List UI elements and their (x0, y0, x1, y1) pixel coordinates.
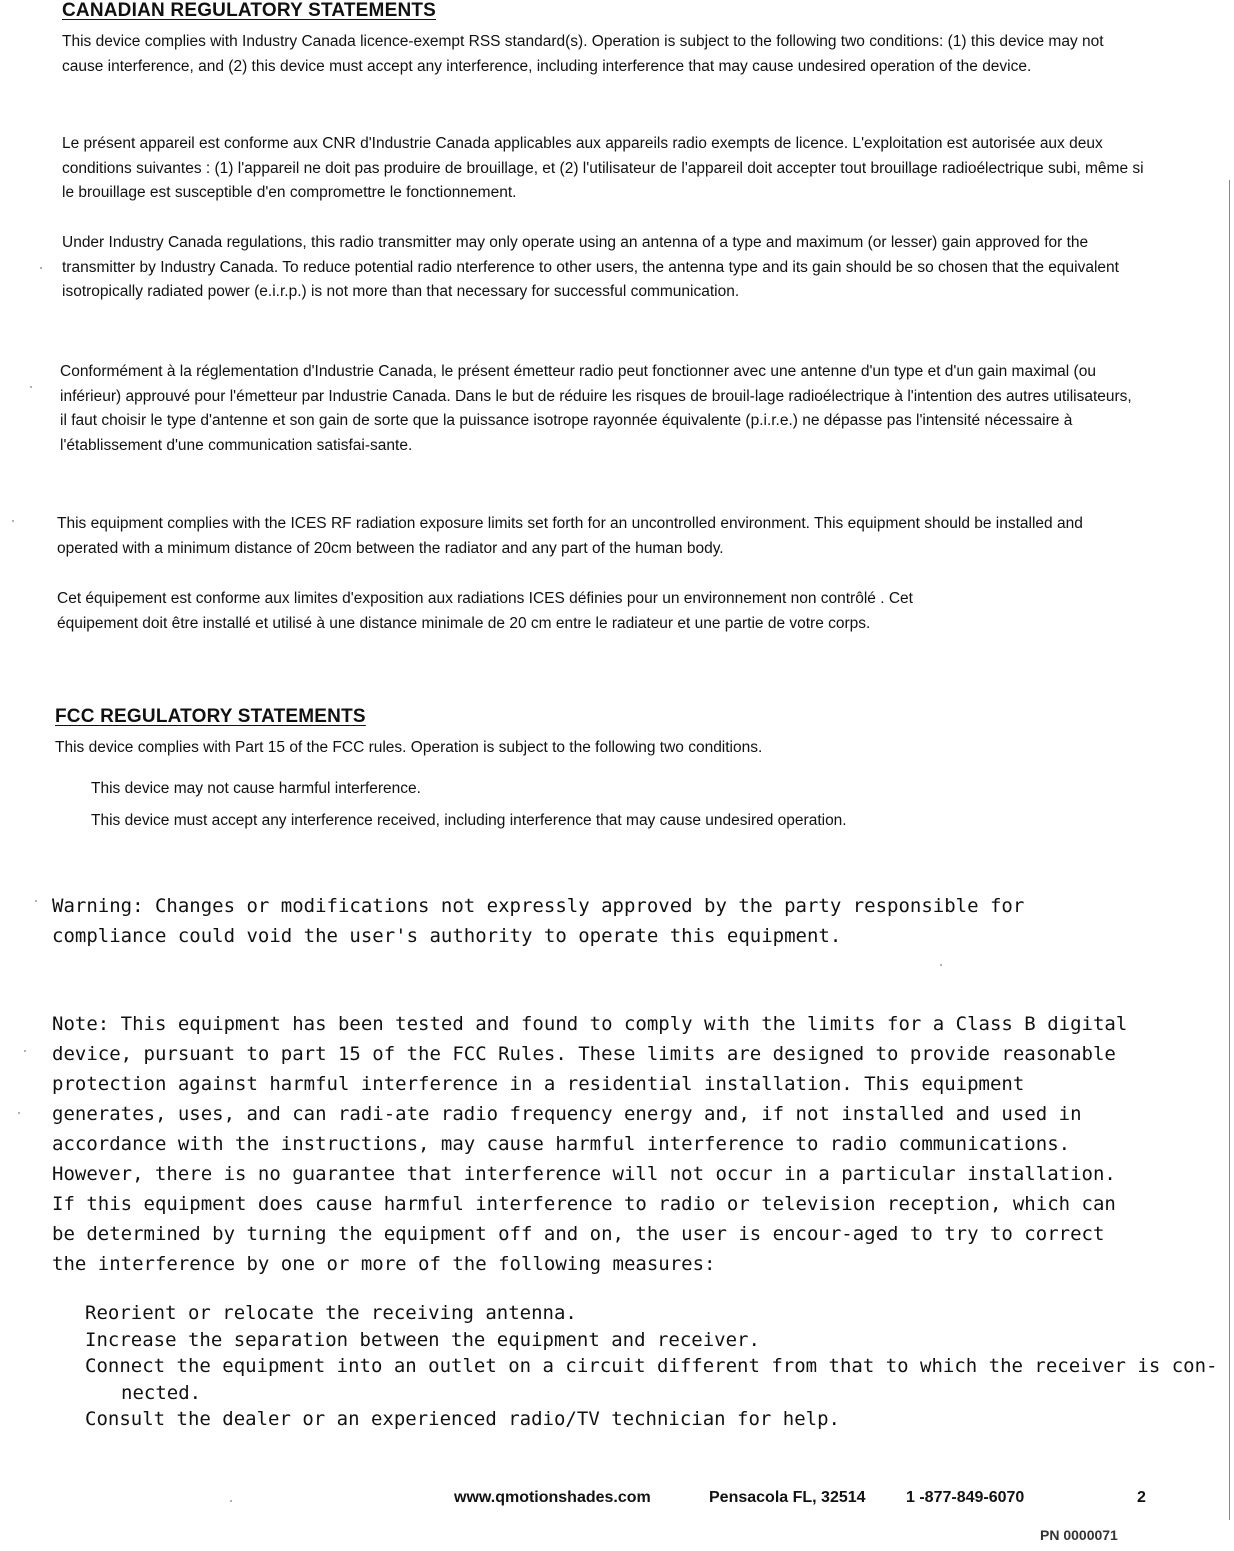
scan-speck (12, 520, 14, 522)
scan-speck (230, 1500, 232, 1502)
canadian-paragraph-6: Cet équipement est conforme aux limites d'exposition aux radiations ICES définies pour un environnement non contrôlé . Cet équipement doit être installé et utilisé à une distance minimale de 20 cm entre le radiateur et une partie de votre corps. (57, 590, 913, 632)
measure-item-2: Increase the separation between the equipment and receiver. (85, 1328, 760, 1351)
canadian-paragraph-3: Under Industry Canada regulations, this radio transmitter may only operate using an antenna of a type and maximum (or lesser) gain approved for the transmitter by Industry Canada. To reduce potential radio nterference to other users, the antenna type and its gain should be so chosen that the equivalent isotropically radiated power (e.i.r.p.) is not more than that necessary for successful communication. (62, 234, 1119, 300)
measure-item-3: Connect the equipment into an outlet on a circuit different from that to which the receiver is con- (85, 1355, 1218, 1377)
footer-location: Pensacola FL, 32514 (709, 1489, 866, 1506)
fcc-warning: Warning: Changes or modifications not expressly approved by the party responsible for compliance could void the user's authority to operate this equipment. (52, 895, 1025, 947)
measure-item-1: Reorient or relocate the receiving antenna. (85, 1302, 577, 1324)
measure-item-3-continued: nected. (121, 1381, 202, 1404)
scan-speck (40, 267, 42, 269)
footer-page-number: 2 (1137, 1489, 1146, 1506)
canadian-paragraph-4: Conformément à la réglementation d'Industrie Canada, le présent émetteur radio peut fonctionner avec une antenne d'un type et d'un gain maximal (ou inférieur) approuvé pour l'émetteur par Industrie Canada. Dans le but de réduire les risques de brouil-lage radioélectrique à l'intention des autres utilisateurs, il faut choisir le type d'antenne et son gain de sorte que la puissance isotrope rayonnée équivalente (p.i.r.e.) ne dépasse pas l'intensité nécessaire à l'établissement d'une communication satisfai-sante. (60, 363, 1132, 454)
scan-speck (24, 1050, 26, 1052)
scan-speck (18, 1112, 20, 1114)
footer-phone: 1 -877-849-6070 (906, 1489, 1025, 1506)
fcc-condition-2: This device must accept any interference received, including interference that may cause undesired operation. (91, 812, 847, 829)
fcc-condition-1: This device may not cause harmful interference. (91, 780, 421, 797)
fcc-section-title: FCC REGULATORY STATEMENTS (55, 706, 366, 727)
canadian-section-title: CANADIAN REGULATORY STATEMENTS (62, 0, 437, 21)
scan-edge-line (1229, 180, 1230, 1520)
scan-speck (940, 964, 942, 966)
scan-speck (30, 386, 32, 388)
footer-document-code: PN 0000071 (1040, 1527, 1118, 1543)
fcc-note: Note: This equipment has been tested and found to comply with the limits for a Class B digital device, pursuant to part 15 of the FCC Rules. These limits are designed to provide reasonable protection against harmful interference in a residential installation. This equipment generates, uses, and can radi-ate radio frequency energy and, if not installed and used in accordance with the instructions, may cause harmful interference to radio communications. However, there is no guarantee that interference will not occur in a particular installation. If this equipment does cause harmful interference to radio or television reception, which can be determined by turning the equipment off and on, the user is encour-aged to try to correct the interference by one or more of the following measures: (52, 1013, 1128, 1275)
measure-item-4: Consult the dealer or an experienced radio/TV technician for help. (85, 1408, 840, 1430)
fcc-intro: This device complies with Part 15 of the FCC rules. Operation is subject to the following two conditions. (55, 739, 763, 756)
footer-website: www.qmotionshades.com (454, 1489, 651, 1506)
scan-speck (35, 900, 37, 902)
canadian-paragraph-2: Le présent appareil est conforme aux CNR d'Industrie Canada applicables aux appareils radio exempts de licence. L'exploitation est autorisée aux deux conditions suivantes : (1) l'appareil ne doit pas produire de brouillage, et (2) l'utilisateur de l'appareil doit accepter tout brouillage radioélectrique subi, même si le brouillage est susceptible d'en compromettre le fonctionnement. (62, 135, 1144, 201)
canadian-paragraph-5: This equipment complies with the ICES RF radiation exposure limits set forth for an uncontrolled environment. This equipment should be installed and operated with a minimum distance of 20cm between the radiator and any part of the human body. (57, 515, 1083, 557)
canadian-paragraph-1: This device complies with Industry Canada licence-exempt RSS standard(s). Operation is subject to the following two conditions: (1) this device may not cause interference, and (2) this device must accept any interference, including interference that may cause undesired operation of the device. (62, 33, 1104, 75)
fcc-measures-list (85, 1300, 1218, 1433)
